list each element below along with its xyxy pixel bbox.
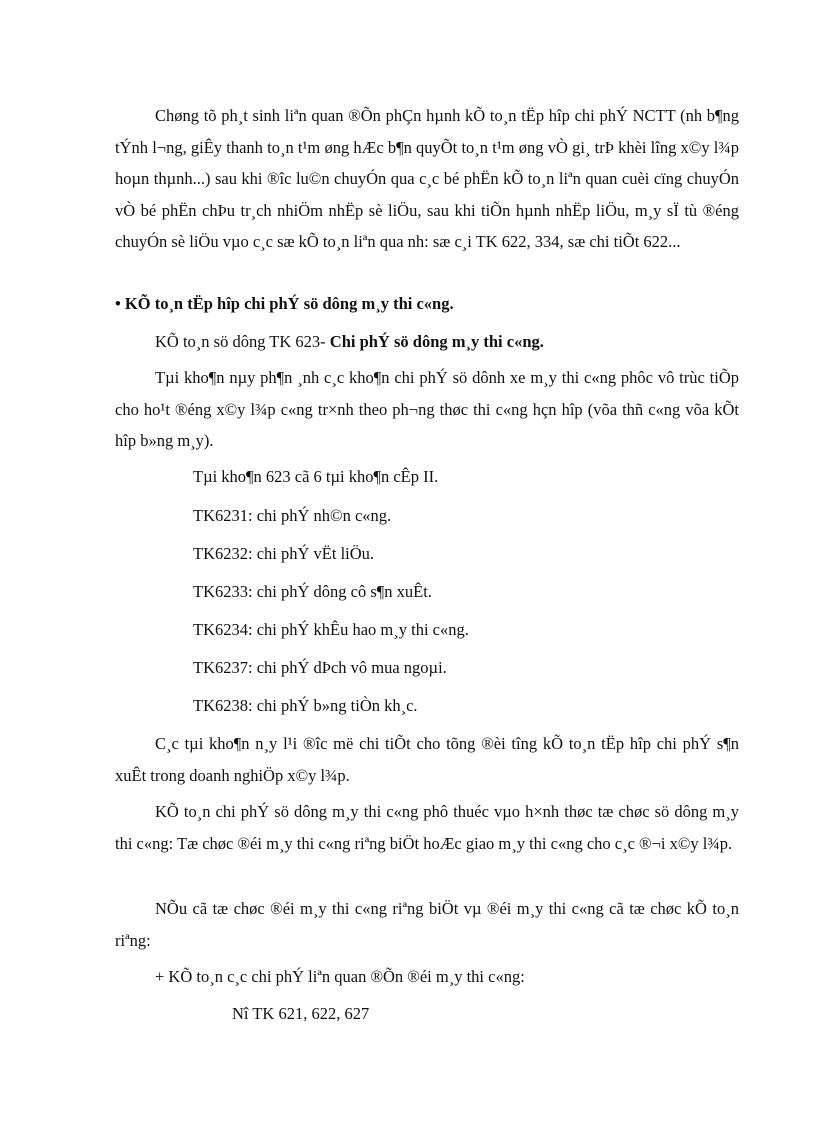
section-heading: • KÕ to¸n tËp hîp chi phÝ sö dông m¸y thi c«ng. [115,294,454,313]
account-line: Tµi kho¶n 623 cã 6 tµi kho¶n cÊp II. [193,467,439,486]
paragraph-machine-accounting: KÕ to¸n chi phÝ sö dông m¸y thi c«ng phô thuéc vµo h×nh thøc tæ chøc sö dông m¸y thi c«ng: Tæ chøc ®éi m¸y thi c«ng riªng biÖt hoÆc giao m¸y thi c«ng cho c¸c ®¬i x©y l¾p. [115,802,739,853]
account-line: TK6237: chi phÝ dÞch vô mua ngoµi. [193,658,447,677]
account-line: TK6231: chi phÝ nh©n c«ng. [193,506,392,525]
paragraph-separate-team: NÕu cã tæ chøc ®éi m¸y thi c«ng riªng biÖt vµ ®éi m¸y thi c«ng cã tæ chøc kÕ to¸n riªng: [115,899,739,950]
account-line: TK6234: chi phÝ khÊu hao m¸y thi c«ng. [193,620,469,639]
paragraph-intro: Chøng tõ ph¸t sinh liªn quan ®Õn phÇn hµnh kÕ to¸n tËp hîp chi phÝ NCTT (nh b¶ng tÝnh l¬ng, giÊy thanh to¸n t¹m øng hÆc b¶n quyÕt to¸n t¹m øng vÒ gi¸ trÞ khèi lîng x©y l¾p hoµn thµnh...) sau khi ®îc lu©n chuyÓn qua c¸c bé phËn kÕ to¸n liªn quan cuèi cïng chuyÓn vÒ bé phËn chÞu tr¸ch nhiÖm nhËp sè liÖu, sau khi tiÕn hµnh nhËp liÖu, m¸y sÏ tù ®éng chuyÓn sè liÖu vµo c¸c sæ kÕ to¸n liªn qua nh: sæ c¸i TK 622, 334, sæ chi tiÕt 622... [115,106,739,251]
account-line: TK6233: chi phÝ dông cô s¶n xuÊt. [193,582,432,601]
account-line: TK6238: chi phÝ b»ng tiÒn kh¸c. [193,696,418,715]
paragraph-accounts-detail: C¸c tµi kho¶n n¸y l¹i ®îc më chi tiÕt cho tõng ®èi tîng kÕ to¸n tËp hîp chi phÝ s¶n xuÊt trong doanh nghiÖp x©y l¾p. [115,734,739,785]
paragraph-description: Tµi kho¶n nµy ph¶n ¸nh c¸c kho¶n chi phÝ sö dônh xe m¸y thi c«ng phôc vô trùc tiÕp cho ho¹t ®éng x©y l¾p c«ng tr×nh theo ph¬ng thøc thi c«ng hçn hîp (võa thñ c«ng võa kÕt hîp b»ng m¸y). [115,368,739,450]
paragraph-related-costs: + KÕ to¸n c¸c chi phÝ liªn quan ®Õn ®éi m¸y thi c«ng: [155,967,525,986]
paragraph-account-intro: KÕ to¸n sö dông TK 623- Chi phÝ sö dông m¸y thi c«ng. [155,332,544,351]
debit-entry: Nî TK 621, 622, 627 [232,1004,370,1023]
account-line: TK6232: chi phÝ vËt liÖu. [193,544,375,563]
